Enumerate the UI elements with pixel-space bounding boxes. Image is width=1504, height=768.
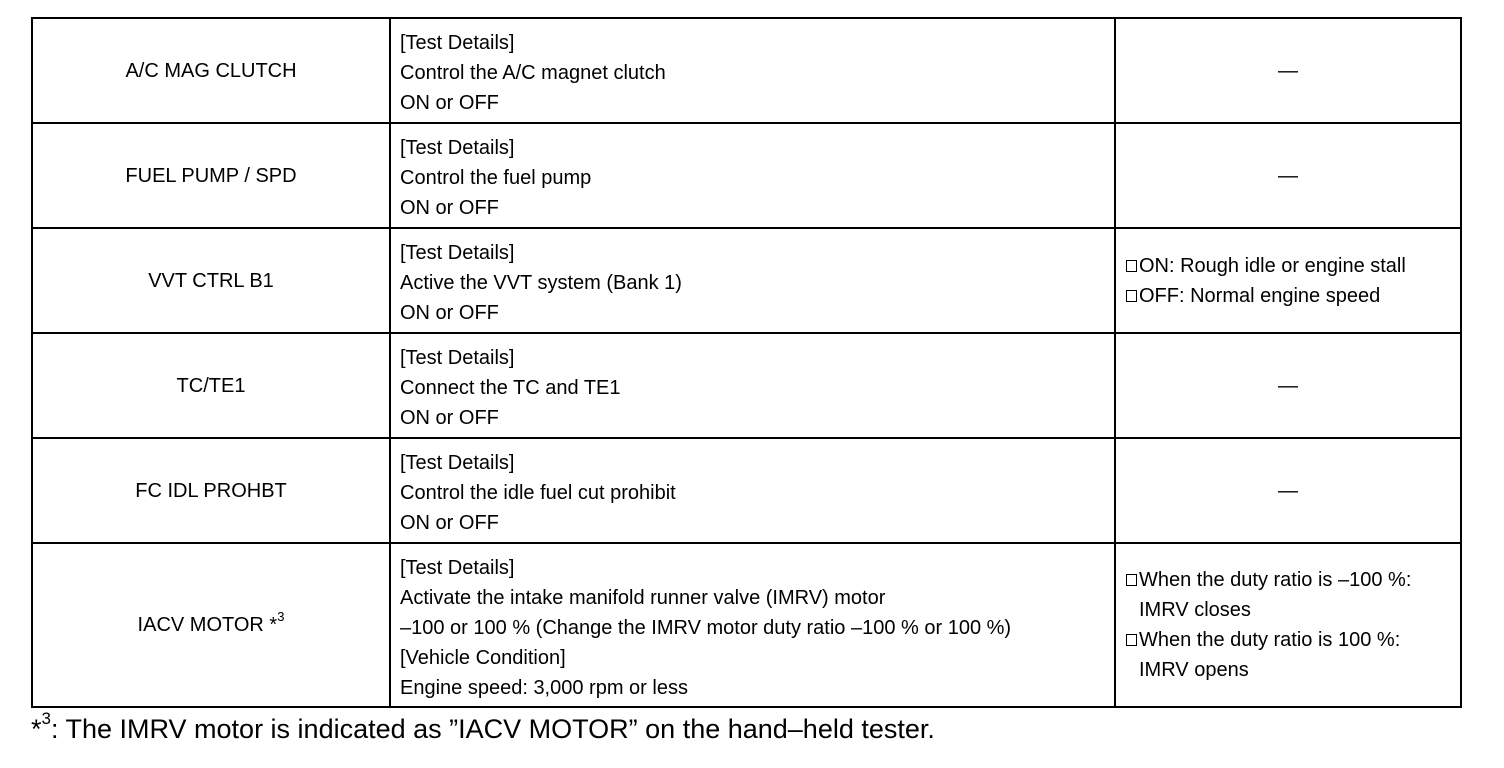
item-name: FUEL PUMP / SPD [125, 164, 297, 187]
detail-line: –100 or 100 % (Change the IMRV motor duty ratio –100 % or 100 %) [400, 617, 1012, 639]
table-row [32, 333, 1461, 438]
item-name: TC/TE1 [176, 374, 246, 397]
detail-line: [Vehicle Condition] [400, 647, 566, 669]
detail-line: ON or OFF [400, 302, 499, 324]
diagnostic-note-cell [1115, 123, 1461, 228]
item-name-cell [32, 438, 390, 543]
item-name: IACV MOTOR * [137, 614, 278, 636]
detail-cell [390, 18, 1115, 123]
detail-line: [Test Details] [400, 347, 515, 369]
diagnostic-list-item [1126, 251, 1460, 281]
checkbox-bullet-icon [1126, 290, 1137, 302]
diagnostic-note-cell [1115, 228, 1461, 333]
diagnostic-note: — [1278, 374, 1298, 397]
footnote-marker: 3 [277, 609, 285, 625]
item-name-cell [32, 18, 390, 123]
detail-line: [Test Details] [400, 557, 515, 579]
diagnostic-list-item [1126, 625, 1460, 655]
footnote-text: : The IMRV motor is indicated as ”IACV MOTOR” on the hand–held tester. [50, 714, 935, 744]
active-test-table [31, 17, 1462, 708]
detail-line: [Test Details] [400, 452, 515, 474]
detail-line: Control the idle fuel cut prohibit [400, 482, 676, 504]
diagnostic-note: — [1278, 479, 1298, 502]
checkbox-bullet-icon [1126, 260, 1137, 272]
footnote-mark: * [31, 714, 42, 744]
footnote [31, 709, 935, 746]
detail-cell [390, 333, 1115, 438]
diagnostic-note: — [1278, 59, 1298, 82]
detail-line: [Test Details] [400, 32, 515, 54]
diagnostic-note: — [1278, 164, 1298, 187]
detail-line: ON or OFF [400, 512, 499, 534]
detail-line: Control the fuel pump [400, 167, 592, 189]
detail-line: ON or OFF [400, 407, 499, 429]
diagnostic-list-item [1126, 281, 1460, 311]
table-row [32, 123, 1461, 228]
detail-cell [390, 123, 1115, 228]
detail-line: Engine speed: 3,000 rpm or less [400, 677, 688, 699]
detail-cell [390, 438, 1115, 543]
diagnostic-note-cell [1115, 438, 1461, 543]
diagnostic-note: ON: Rough idle or engine stall [1139, 254, 1406, 277]
item-name-cell [32, 333, 390, 438]
detail-line: ON or OFF [400, 197, 499, 219]
footnote-number: 3 [41, 709, 51, 728]
item-name-cell [32, 228, 390, 333]
diagnostic-note-cell [1115, 333, 1461, 438]
checkbox-bullet-icon [1126, 634, 1137, 646]
diagnostic-list-continuation: IMRV opens [1139, 659, 1249, 681]
item-name: FC IDL PROHBT [135, 479, 287, 502]
table-row [32, 18, 1461, 123]
detail-line: Activate the intake manifold runner valve (IMRV) motor [400, 587, 886, 609]
detail-line: [Test Details] [400, 137, 515, 159]
detail-line: Connect the TC and TE1 [400, 377, 621, 399]
item-name: A/C MAG CLUTCH [125, 59, 297, 82]
diagnostic-note: When the duty ratio is 100 %: [1139, 629, 1401, 651]
table-row [32, 543, 1461, 707]
checkbox-bullet-icon [1126, 574, 1137, 586]
item-name: VVT CTRL B1 [148, 269, 274, 292]
diagnostic-note: When the duty ratio is –100 %: [1139, 569, 1412, 591]
detail-line: ON or OFF [400, 92, 499, 114]
item-name-cell [32, 543, 390, 707]
table-row [32, 438, 1461, 543]
diagnostic-note-cell [1115, 18, 1461, 123]
diagnostic-list-item [1126, 565, 1460, 595]
item-name-cell [32, 123, 390, 228]
detail-cell [390, 228, 1115, 333]
diagnostic-note-cell [1115, 543, 1461, 707]
diagnostic-note: OFF: Normal engine speed [1139, 284, 1381, 307]
detail-cell [390, 543, 1115, 707]
detail-line: Active the VVT system (Bank 1) [400, 272, 682, 294]
detail-line: Control the A/C magnet clutch [400, 62, 666, 84]
diagnostic-list-continuation: IMRV closes [1139, 599, 1251, 621]
detail-line: [Test Details] [400, 242, 515, 264]
table-row [32, 228, 1461, 333]
